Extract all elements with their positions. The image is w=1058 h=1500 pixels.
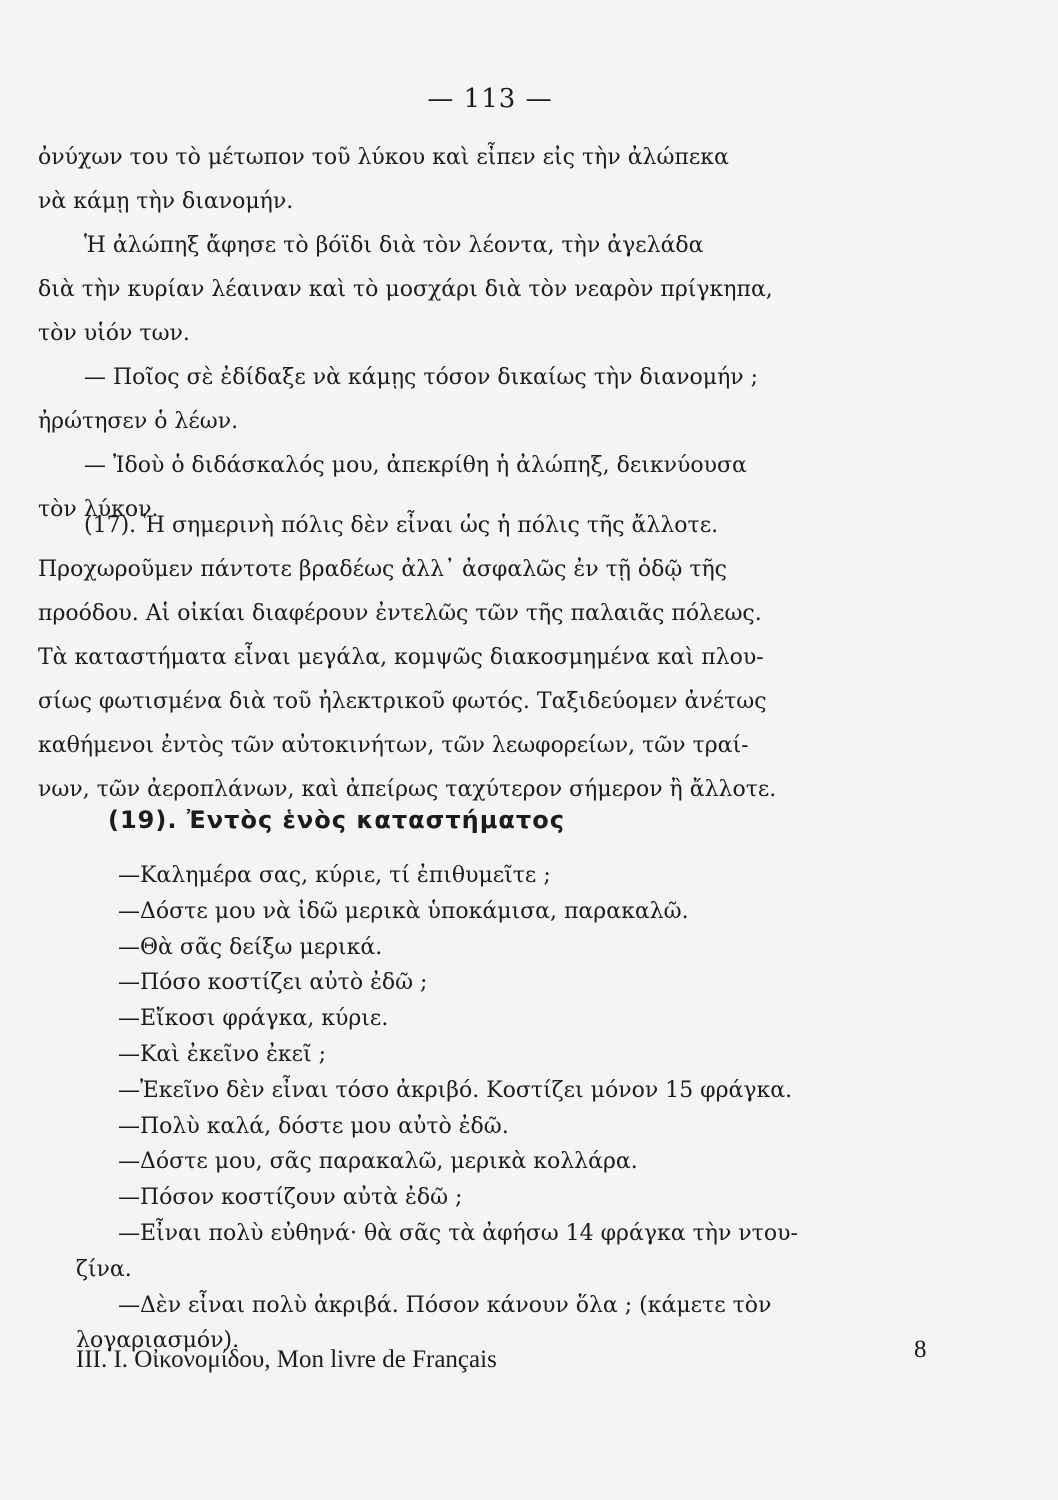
text-line: προόδου. Αἱ οἰκίαι διαφέρουν ἐντελῶς τῶν τῆς παλαιᾶς πόλεως. (38, 601, 762, 626)
fable-paragraph (38, 136, 918, 532)
text-line: ὀνύχων του τὸ μέτωπον τοῦ λύκου καὶ εἶπεν εἰς τὴν ἀλώπεκα (38, 145, 729, 170)
sheet-number: 8 (914, 1336, 927, 1363)
page-number: — 113 — (427, 84, 553, 114)
book-footer: III. I. Οἰκονομίδου, Mon livre de Français (76, 1346, 497, 1373)
dialogue-line: —Καὶ ἐκεῖνο ἐκεῖ ; (118, 1041, 327, 1067)
dialogue-line: —Εἶναι πολὺ εὐθηνά· θὰ σᾶς τὰ ἀφήσω 14 φράγκα τὴν ντου- (118, 1220, 798, 1246)
dialogue-line: —Δόστε μου νὰ ἰδῶ μερικὰ ὑποκάμισα, παρακαλῶ. (118, 898, 689, 924)
dialogue-line: —Πόσον κοστίζουν αὐτὰ ἐδῶ ; (118, 1185, 463, 1211)
dialogue-line: —Εἴκοσι φράγκα, κύριε. (118, 1006, 389, 1032)
dialogue-line: —Πολὺ καλά, δόστε μου αὐτὸ ἐδῶ. (118, 1113, 509, 1139)
dialogue-line: —Πόσο κοστίζει αὐτὸ ἐδῶ ; (118, 970, 428, 996)
text-line: ἠρώτησεν ὁ λέων. (38, 409, 239, 434)
text-line: Τὰ καταστήματα εἶναι μεγάλα, κομψῶς διακοσμημένα καὶ πλου- (38, 645, 764, 670)
dialogue-line: —Καλημέρα σας, κύριε, τί ἐπιθυμεῖτε ; (118, 863, 551, 888)
text-line: τὸν λύκον. (38, 497, 159, 522)
city-paragraph (38, 504, 918, 812)
text-line: νὰ κάμῃ τὴν διανομήν. (38, 189, 294, 214)
dialogue-line: —Θὰ σᾶς δείξω μερικά. (118, 934, 383, 960)
text-line: Προχωροῦμεν πάντοτε βραδέως ἀλλ᾽ ἀσφαλῶς ἐν τῇ ὁδῷ τῆς (38, 557, 728, 582)
section-heading: (19). Ἐντὸς ἑνὸς καταστήματος (108, 806, 565, 834)
text-line: νων, τῶν ἀεροπλάνων, καὶ ἀπείρως ταχύτερον σήμερον ἢ ἄλλοτε. (38, 777, 777, 802)
text-line: τὸν υἱόν των. (38, 321, 190, 346)
dialogue-line: ζίνα. (76, 1256, 132, 1282)
text-line: διὰ τὴν κυρίαν λέαιναν καὶ τὸ μοσχάρι διὰ τὸν νεαρὸν πρίγκηπα, (38, 277, 773, 302)
text-line: σίως φωτισμένα διὰ τοῦ ἠλεκτρικοῦ φωτός. Ταξιδεύομεν ἀνέτως (38, 689, 767, 714)
dialogue-line: —Δόστε μου, σᾶς παρακαλῶ, μερικὰ κολλάρα. (118, 1149, 638, 1175)
dialogue-line: λογαριασμόν). (76, 1328, 240, 1354)
text-line: Ἡ ἀλώπηξ ἄφησε τὸ βόϊδι διὰ τὸν λέοντα, τὴν ἀγελάδα (84, 233, 704, 258)
dialogue-line: —Ἐκεῖνο δὲν εἶναι τόσο ἀκριβό. Κοστίζει μόνον 15 φράγκα. (118, 1077, 793, 1103)
text-line: (17). Ἡ σημερινὴ πόλις δὲν εἶναι ὡς ἡ πόλις τῆς ἄλλοτε. (84, 513, 719, 538)
text-line: — Ποῖος σὲ ἐδίδαξε νὰ κάμῃς τόσον δικαίως τὴν διανομήν ; (84, 365, 759, 390)
text-line: — Ἰδοὺ ὁ διδάσκαλός μου, ἀπεκρίθη ἡ ἀλώπηξ, δεικνύουσα (84, 453, 747, 478)
dialogue-block (38, 858, 918, 1359)
dialogue-line: —Δὲν εἶναι πολὺ ἀκριβά. Πόσον κάνουν ὅλα ; (κάμετε τὸν (118, 1292, 772, 1318)
text-line: καθήμενοι ἐντὸς τῶν αὐτοκινήτων, τῶν λεωφορείων, τῶν τραί- (38, 733, 749, 758)
